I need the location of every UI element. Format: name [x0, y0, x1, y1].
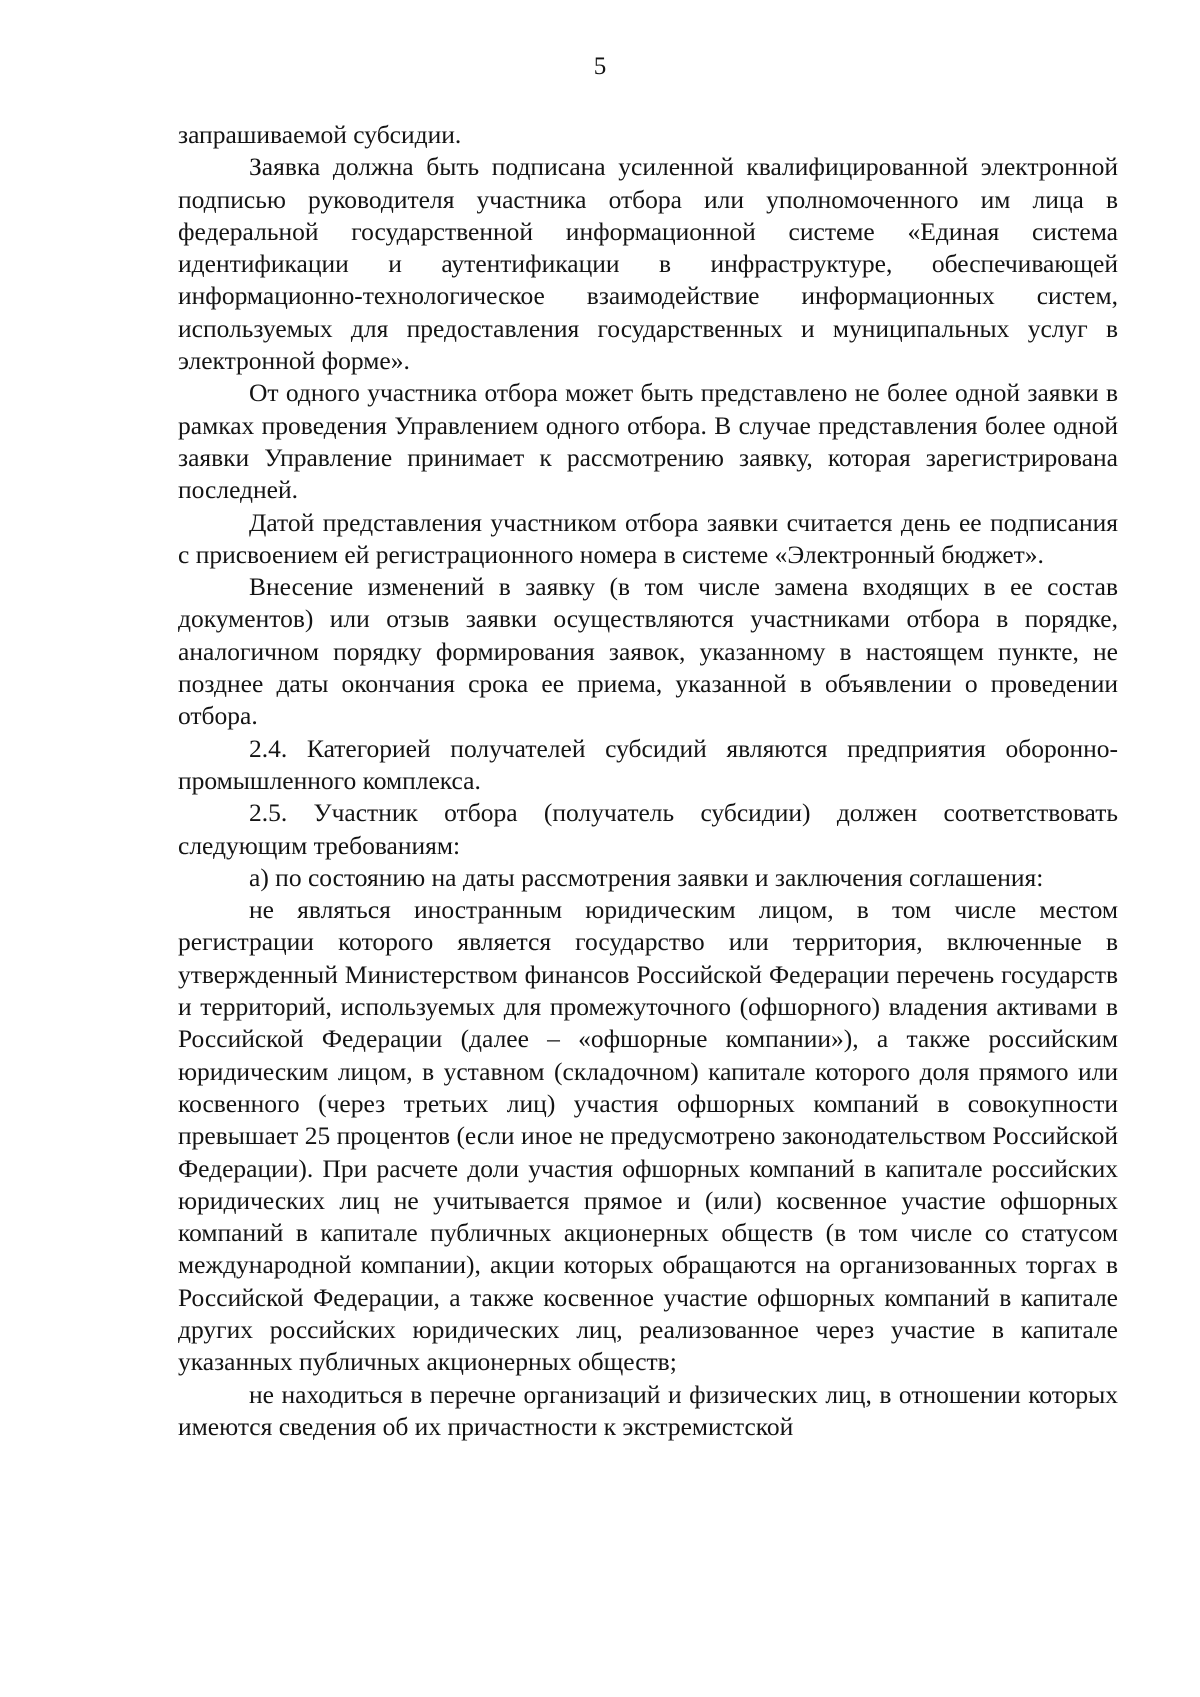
page-number: 5 — [593, 53, 607, 80]
paragraph-one-application: От одного участника отбора может быть представлено не более одной заявки в рамках проведения Управлением одного отбора. В случае представления более одной заявки Управление принимает к рассмотрению заявку, которая зарегистрирована последней. — [178, 378, 1118, 505]
paragraph-signature-requirement: Заявка должна быть подписана усиленной квалифицированной электронной подписью руководителя участника отбора или уполномоченного им лица в федеральной государственной информационной системе «Единая система идентификации и аутентификации в инфраструктуре, обеспечивающей информационно-технологическое взаимодействие информационных систем, используемых для предоставления государственных и муниципальных услуг в электронной форме». — [178, 152, 1118, 376]
paragraph-continuation: запрашиваемой субсидии. — [178, 120, 462, 149]
paragraph-item-a: а) по состоянию на даты рассмотрения заявки и заключения соглашения: — [249, 862, 1044, 892]
paragraph-submission-date: Датой представления участником отбора заявки считается день ее подписания с присвоением ей регистрационного номера в системе «Электронный бюджет». — [178, 507, 1118, 569]
paragraph-offshore-companies: не являться иностранным юридическим лицом, в том числе местом регистрации которого является государство или территория, включенные в утвержденный Министерством финансов Российской Федерации перечень государств и территорий, используемых для промежуточного (офшорного) владения активами в Российской Федерации (далее – «офшорные компании»), а также российским юридическим лицом, в уставном (складочном) капитале которого доля прямого или косвенного (через третьих лиц) участия офшорных компаний в совокупности превышает 25 процентов (если иное не предусмотрено законодательством Российской Федерации). При расчете доли участия офшорных компаний в капитале российских юридических лиц не учитывается прямое и (или) косвенное участие офшорных компаний в капитале публичных акционерных обществ (в том числе со статусом международной компании), акции которых обращаются на организованных торгах в Российской Федерации, а также косвенное участие офшорных компаний в капитале других российских юридических лиц, реализованное через участие в капитале указанных публичных акционерных обществ; — [178, 895, 1118, 1377]
paragraph-application-changes: Внесение изменений в заявку (в том числе замена входящих в ее состав документов) или отзыв заявки осуществляются участниками отбора в порядке, аналогичном порядку формирования заявок, указанному в настоящем пункте, не позднее даты окончания срока ее приема, указанной в объявлении о проведении отбора. — [178, 572, 1118, 731]
paragraph-extremist-list: не находиться в перечне организаций и физических лиц, в отношении которых имеются сведения об их причастности к экстремистской — [178, 1379, 1118, 1441]
paragraph-2-4-recipients: 2.4. Категорией получателей субсидий являются предприятия оборонно-промышленного комплекса. — [178, 733, 1118, 795]
document-body — [178, 119, 1118, 1443]
paragraph-2-5-requirements: 2.5. Участник отбора (получатель субсидии) должен соответствовать следующим требованиям: — [178, 798, 1118, 860]
